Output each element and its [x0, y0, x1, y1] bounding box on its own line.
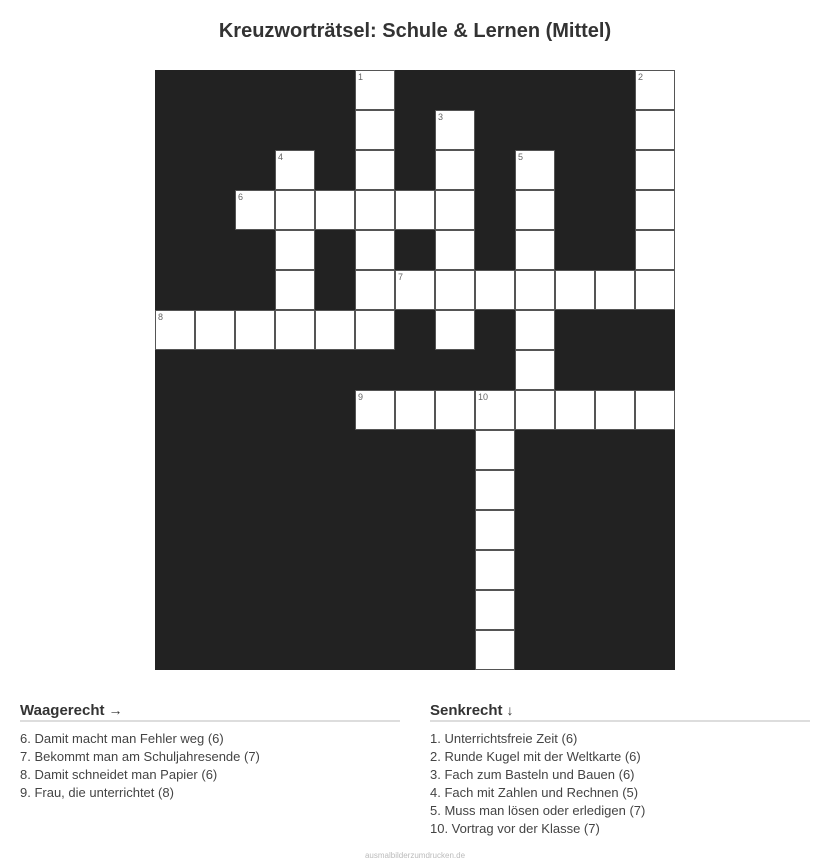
crossword-cell[interactable] — [235, 190, 275, 230]
crossword-cell[interactable] — [635, 190, 675, 230]
clue-item: 10. Vortrag vor der Klasse (7) — [430, 821, 600, 836]
clue-item: 5. Muss man lösen oder erledigen (7) — [430, 803, 646, 818]
crossword-cell[interactable] — [275, 150, 315, 190]
cell-number: 9 — [358, 392, 364, 402]
crossword-cell[interactable] — [275, 310, 315, 350]
crossword-cell[interactable] — [275, 270, 315, 310]
crossword-cell[interactable] — [395, 270, 435, 310]
arrow-right-icon: → — [108, 702, 123, 718]
crossword-cell[interactable] — [475, 510, 515, 550]
crossword-cell[interactable] — [475, 470, 515, 510]
clues-down-list — [430, 730, 810, 838]
crossword-cell[interactable] — [635, 70, 675, 110]
cell-number: 6 — [238, 192, 244, 202]
crossword-cell[interactable] — [515, 150, 555, 190]
clue-item: 7. Bekommt man am Schuljahresende (7) — [20, 749, 260, 764]
cell-number: 5 — [518, 152, 524, 162]
crossword-cell[interactable] — [475, 550, 515, 590]
crossword-cell[interactable] — [435, 110, 475, 150]
clue-item: 1. Unterrichtsfreie Zeit (6) — [430, 731, 578, 746]
cell-number: 10 — [478, 392, 489, 402]
crossword-cell[interactable] — [635, 150, 675, 190]
cell-number: 4 — [278, 152, 284, 162]
crossword-cell[interactable] — [515, 270, 555, 310]
clue-item: 2. Runde Kugel mit der Weltkarte (6) — [430, 749, 641, 764]
crossword-cell[interactable] — [515, 390, 555, 430]
footer-credit: ausmalbilderzumdrucken.de — [364, 851, 466, 860]
crossword-cell[interactable] — [635, 110, 675, 150]
crossword-cell[interactable] — [315, 310, 355, 350]
crossword-grid — [155, 70, 675, 670]
crossword-cell[interactable] — [475, 630, 515, 670]
crossword-cell[interactable] — [355, 190, 395, 230]
crossword-cell[interactable] — [515, 350, 555, 390]
crossword-cell[interactable] — [435, 230, 475, 270]
crossword-cell[interactable] — [435, 190, 475, 230]
crossword-cell[interactable] — [395, 190, 435, 230]
cell-number: 8 — [158, 312, 164, 322]
crossword-cell[interactable] — [355, 310, 395, 350]
cell-number: 3 — [438, 112, 444, 122]
page-title: Kreuzworträtsel: Schule & Lernen (Mittel) — [218, 20, 612, 42]
crossword-cell[interactable] — [555, 390, 595, 430]
clues-across-list — [20, 730, 400, 802]
cell-number: 2 — [638, 72, 644, 82]
arrow-down-icon: ↓ — [506, 702, 514, 718]
clues-across-heading — [20, 702, 400, 722]
crossword-cell[interactable] — [275, 190, 315, 230]
crossword-cell[interactable] — [435, 270, 475, 310]
cell-number: 7 — [398, 272, 404, 282]
crossword-cell[interactable] — [275, 230, 315, 270]
crossword-cell[interactable] — [355, 110, 395, 150]
crossword-cell[interactable] — [355, 390, 395, 430]
crossword-cell[interactable] — [515, 230, 555, 270]
crossword-cell[interactable] — [475, 390, 515, 430]
crossword-cell[interactable] — [515, 310, 555, 350]
clue-item: 4. Fach mit Zahlen und Rechnen (5) — [430, 785, 639, 800]
crossword-cell[interactable] — [195, 310, 235, 350]
clue-item: 6. Damit macht man Fehler weg (6) — [20, 731, 224, 746]
clues-down — [430, 702, 810, 838]
clues-across-heading-label: Waagerecht — [20, 702, 105, 719]
crossword-cell[interactable] — [515, 190, 555, 230]
crossword-cell[interactable] — [155, 310, 195, 350]
crossword-cell[interactable] — [475, 430, 515, 470]
crossword-cell[interactable] — [595, 390, 635, 430]
crossword-cell[interactable] — [635, 390, 675, 430]
crossword-cell[interactable] — [635, 230, 675, 270]
clues-down-heading — [430, 702, 810, 722]
clues-down-heading-label: Senkrecht — [430, 702, 503, 719]
crossword-cell[interactable] — [235, 310, 275, 350]
clue-item: 9. Frau, die unterrichtet (8) — [20, 785, 174, 800]
crossword-cell[interactable] — [435, 310, 475, 350]
cell-number: 1 — [358, 72, 364, 82]
crossword-cell[interactable] — [635, 270, 675, 310]
crossword-cell[interactable] — [555, 270, 595, 310]
clues-across — [20, 702, 400, 802]
clue-item: 3. Fach zum Basteln und Bauen (6) — [430, 767, 635, 782]
crossword-cell[interactable] — [435, 390, 475, 430]
crossword-cell[interactable] — [395, 390, 435, 430]
crossword-cell[interactable] — [435, 150, 475, 190]
crossword-cell[interactable] — [595, 270, 635, 310]
crossword-cell[interactable] — [475, 270, 515, 310]
crossword-cell[interactable] — [475, 590, 515, 630]
clue-item: 8. Damit schneidet man Papier (6) — [20, 767, 218, 782]
crossword-cell[interactable] — [355, 230, 395, 270]
crossword-cell[interactable] — [355, 150, 395, 190]
crossword-cell[interactable] — [355, 70, 395, 110]
crossword-cell[interactable] — [315, 190, 355, 230]
crossword-cell[interactable] — [355, 270, 395, 310]
